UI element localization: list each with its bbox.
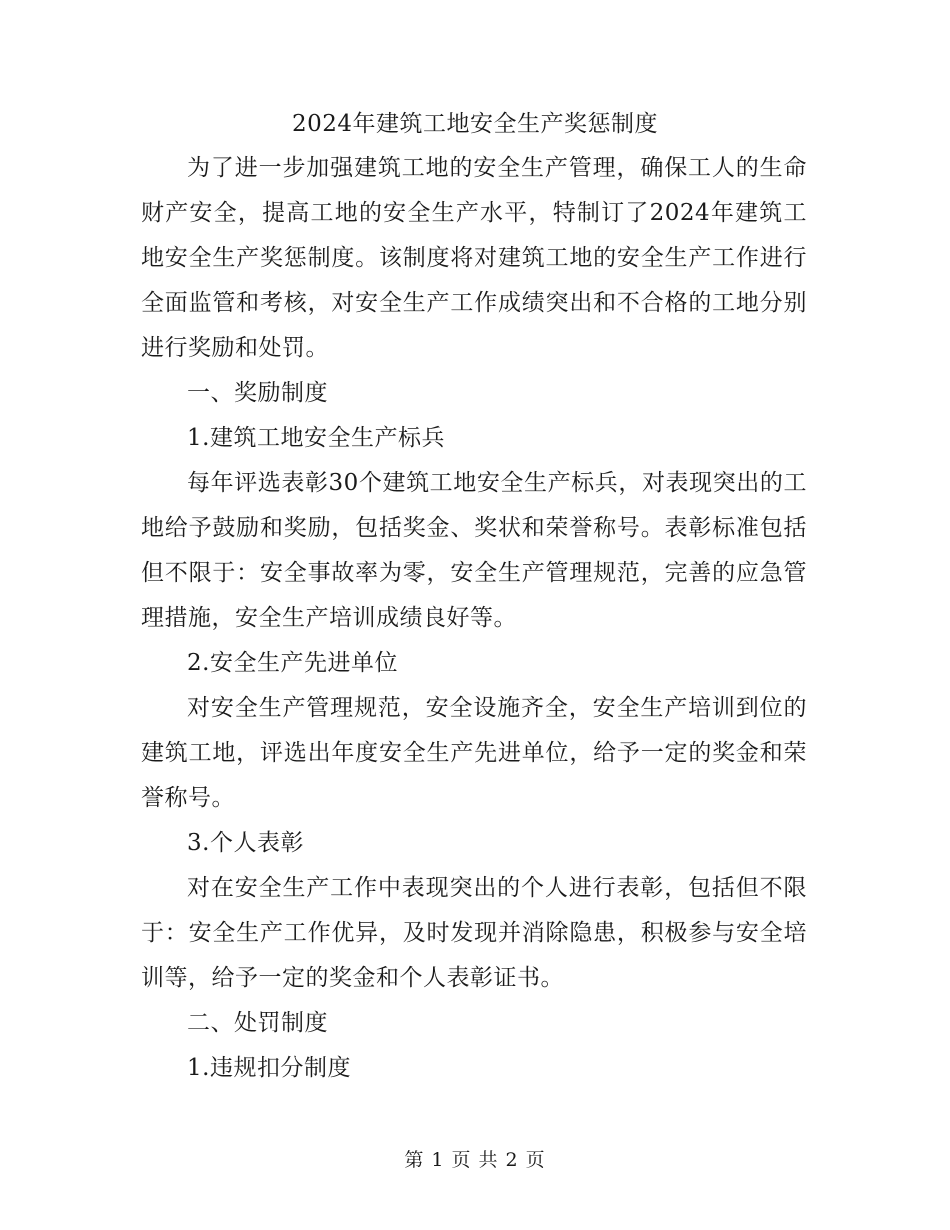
page-number-footer: 第 1 页 共 2 页 <box>404 1149 546 1171</box>
subheading-advanced-unit: 2.安全生产先进单位 <box>187 650 398 676</box>
paragraph-safety-model: 每年评选表彰30个建筑工地安全生产标兵，对表现突出的工地给予鼓励和奖励，包括奖金、奖状和荣誉称号。表彰标准包括但不限于：安全事故率为零，安全生产管理规范，完善的应急管理措施，安全生产培训成绩良好等。 <box>141 470 807 631</box>
document-title: 2024年建筑工地安全生产奖惩制度 <box>291 111 659 137</box>
paragraph-individual-commendation: 对在安全生产工作中表现突出的个人进行表彰，包括但不限于：安全生产工作优异，及时发现并消除隐患，积极参与安全培训等，给予一定的奖金和个人表彰证书。 <box>141 875 807 991</box>
paragraph-advanced-unit: 对安全生产管理规范，安全设施齐全，安全生产培训到位的建筑工地，评选出年度安全生产先进单位，给予一定的奖金和荣誉称号。 <box>141 695 807 811</box>
paragraph-intro: 为了进一步加强建筑工地的安全生产管理，确保工人的生命财产安全，提高工地的安全生产水平，特制订了2024年建筑工地安全生产奖惩制度。该制度将对建筑工地的安全生产工作进行全面监管和考核，对安全生产工作成绩突出和不合格的工地分别进行奖励和处罚。 <box>141 155 807 361</box>
heading-penalty-system: 二、处罚制度 <box>187 1010 328 1036</box>
document-body <box>141 146 807 1091</box>
subheading-safety-model: 1.建筑工地安全生产标兵 <box>187 425 445 451</box>
subheading-individual-commendation: 3.个人表彰 <box>187 830 304 856</box>
heading-reward-system: 一、奖励制度 <box>187 380 328 406</box>
subheading-violation-points: 1.违规扣分制度 <box>187 1055 351 1081</box>
